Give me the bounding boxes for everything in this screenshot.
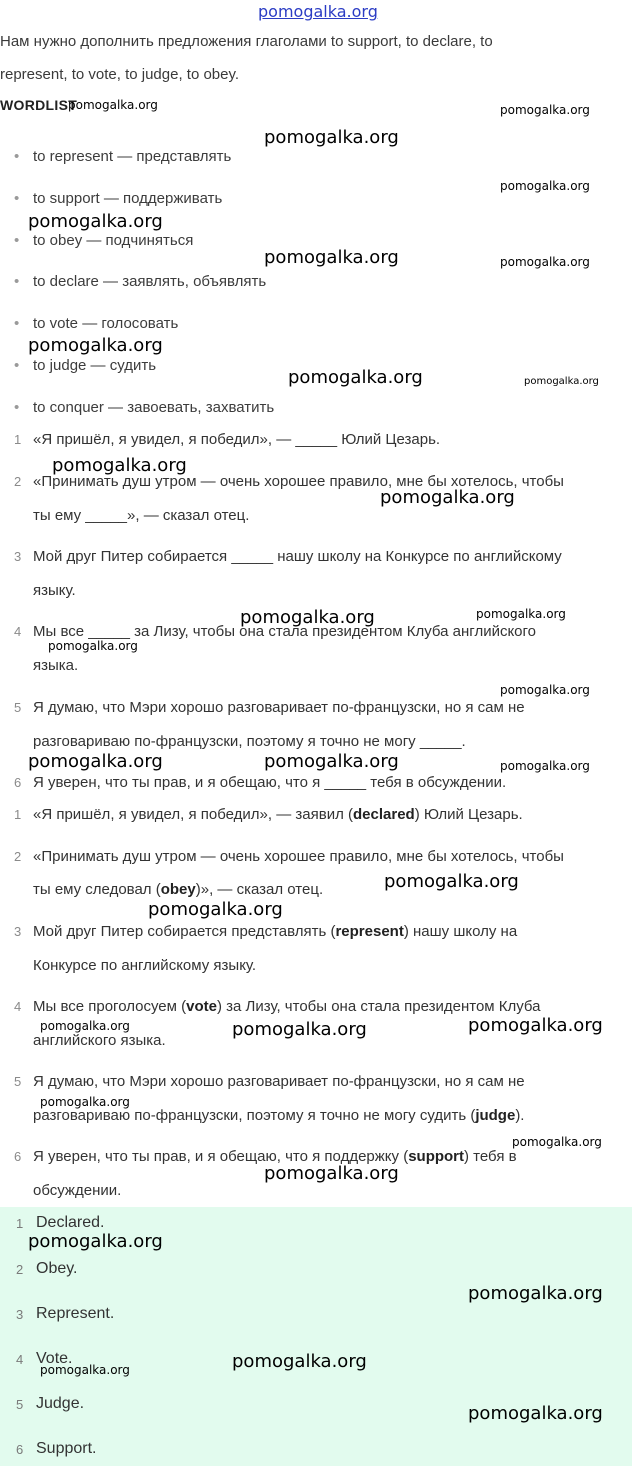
task-3-line-1: Мой друг Питер собирается _____ нашу школу на Конкурсе по английскому bbox=[33, 548, 562, 565]
answer-number: 2 bbox=[16, 1262, 24, 1277]
watermark: pomogalka.org bbox=[380, 487, 515, 508]
task-2-line-2: ты ему _____», — сказал отец. bbox=[33, 507, 250, 524]
bullet-icon: • bbox=[14, 357, 20, 374]
solution-4-line-2: английского языка. bbox=[33, 1032, 166, 1049]
watermark: pomogalka.org bbox=[476, 607, 566, 621]
solution-3-line-2: Конкурсе по английскому языку. bbox=[33, 957, 257, 974]
solution-keyword: represent bbox=[335, 923, 404, 940]
task-number: 2 bbox=[14, 474, 22, 489]
solution-2-line-2: ты ему следовал (obey)», — сказал отец. bbox=[33, 881, 324, 898]
solution-number: 5 bbox=[14, 1074, 22, 1089]
watermark: pomogalka.org bbox=[384, 871, 519, 892]
solution-5-line-1: Я думаю, что Мэри хорошо разговаривает по-французски, но я сам не bbox=[33, 1073, 525, 1090]
watermark: pomogalka.org bbox=[264, 1163, 399, 1184]
watermark: pomogalka.org bbox=[40, 1095, 130, 1109]
bullet-icon: • bbox=[14, 232, 20, 249]
watermark: pomogalka.org bbox=[468, 1403, 603, 1424]
task-3-line-2: языку. bbox=[33, 582, 76, 599]
watermark: pomogalka.org bbox=[288, 367, 423, 388]
watermark: pomogalka.org bbox=[28, 751, 163, 772]
solution-keyword: support bbox=[408, 1148, 465, 1165]
solution-number: 4 bbox=[14, 999, 22, 1014]
solution-keyword: declared bbox=[353, 806, 415, 823]
task-4-line-2: языка. bbox=[33, 657, 79, 674]
solution-5-line-2: разговариваю по-французски, поэтому я точно не могу судить (judge). bbox=[33, 1107, 525, 1124]
solution-3-line-1: Мой друг Питер собирается представлять (represent) нашу школу на bbox=[33, 923, 518, 940]
watermark: pomogalka.org bbox=[500, 179, 590, 193]
answer-number: 5 bbox=[16, 1397, 24, 1412]
site-header-link[interactable]: pomogalka.org bbox=[258, 2, 378, 21]
intro-line-1: Нам нужно дополнить предложения глаголами to support, to declare, to bbox=[0, 33, 493, 50]
answer-number: 6 bbox=[16, 1442, 24, 1457]
wordlist-item: • to vote — голосовать bbox=[14, 315, 179, 332]
task-number: 1 bbox=[14, 432, 22, 447]
solution-number: 3 bbox=[14, 924, 22, 939]
watermark: pomogalka.org bbox=[52, 455, 187, 476]
task-number: 6 bbox=[14, 775, 22, 790]
watermark: pomogalka.org bbox=[68, 98, 158, 112]
wordlist-item: • to declare — заявлять, объявлять bbox=[14, 273, 267, 290]
watermark: pomogalka.org bbox=[500, 683, 590, 697]
answer-text: Represent. bbox=[36, 1305, 115, 1322]
task-5-line-2: разговариваю по-французски, поэтому я точно не могу _____. bbox=[33, 733, 466, 750]
bullet-icon: • bbox=[14, 399, 20, 416]
answer-text: Support. bbox=[36, 1440, 97, 1457]
watermark: pomogalka.org bbox=[28, 335, 163, 356]
watermark: pomogalka.org bbox=[48, 639, 138, 653]
watermark: pomogalka.org bbox=[28, 211, 163, 232]
watermark: pomogalka.org bbox=[264, 127, 399, 148]
task-6-line: Я уверен, что ты прав, и я обещаю, что я _____ тебя в обсуждении. bbox=[33, 774, 507, 791]
solution-2-line-1: «Принимать душ утром — очень хорошее правило, мне бы хотелось, чтобы bbox=[33, 848, 564, 865]
watermark: pomogalka.org bbox=[40, 1363, 130, 1377]
watermark: pomogalka.org bbox=[500, 759, 590, 773]
answer-number: 3 bbox=[16, 1307, 24, 1322]
task-4-line-1: Мы все _____ за Лизу, чтобы она стала президентом Клуба английского bbox=[33, 623, 537, 640]
bullet-icon: • bbox=[14, 315, 20, 332]
solution-number: 1 bbox=[14, 807, 22, 822]
wordlist-item: • to conquer — завоевать, захватить bbox=[14, 399, 275, 416]
solution-6-line-1: Я уверен, что ты прав, и я обещаю, что я поддержку (support) тебя в bbox=[33, 1148, 517, 1165]
watermark: pomogalka.org bbox=[240, 607, 375, 628]
wordlist-item: • to support — поддерживать bbox=[14, 190, 223, 207]
watermark: pomogalka.org bbox=[500, 103, 590, 117]
task-2-line-1: «Принимать душ утром — очень хорошее правило, мне бы хотелось, чтобы bbox=[33, 473, 564, 490]
watermark: pomogalka.org bbox=[512, 1135, 602, 1149]
watermark: pomogalka.org bbox=[500, 255, 590, 269]
answer-text: Obey. bbox=[36, 1260, 78, 1277]
answer-text: Vote. bbox=[36, 1350, 73, 1367]
task-5-line-1: Я думаю, что Мэри хорошо разговаривает по-французски, но я сам не bbox=[33, 699, 525, 716]
answer-number: 1 bbox=[16, 1216, 24, 1231]
watermark: pomogalka.org bbox=[232, 1019, 367, 1040]
solution-keyword: judge bbox=[475, 1107, 516, 1124]
solution-6-line-2: обсуждении. bbox=[33, 1182, 122, 1199]
bullet-icon: • bbox=[14, 148, 20, 165]
task-number: 4 bbox=[14, 624, 22, 639]
watermark: pomogalka.org bbox=[264, 247, 399, 268]
wordlist-item: • to obey — подчиняться bbox=[14, 232, 194, 249]
bullet-icon: • bbox=[14, 273, 20, 290]
watermark: pomogalka.org bbox=[264, 751, 399, 772]
watermark: pomogalka.org bbox=[232, 1351, 367, 1372]
wordlist-item: • to judge — судить bbox=[14, 357, 157, 374]
solution-1-line: «Я пришёл, я увидел, я победил», — заявил (declared) Юлий Цезарь. bbox=[33, 806, 523, 823]
answer-text: Declared. bbox=[36, 1214, 105, 1231]
watermark: pomogalka.org bbox=[468, 1283, 603, 1304]
task-number: 3 bbox=[14, 549, 22, 564]
watermark: pomogalka.org bbox=[40, 1019, 130, 1033]
watermark: pomogalka.org bbox=[468, 1015, 603, 1036]
wordlist-item: • to represent — представлять bbox=[14, 148, 232, 165]
intro-line-2: represent, to vote, to judge, to obey. bbox=[0, 66, 240, 83]
answer-text: Judge. bbox=[36, 1395, 85, 1412]
bullet-icon: • bbox=[14, 190, 20, 207]
solution-keyword: vote bbox=[186, 998, 217, 1015]
solution-4-line-1: Мы все проголосуем (vote) за Лизу, чтобы она стала президентом Клуба bbox=[33, 998, 541, 1015]
task-number: 5 bbox=[14, 700, 22, 715]
solution-number: 6 bbox=[14, 1149, 22, 1164]
wordlist-title: WORDLIST bbox=[0, 97, 78, 113]
solution-keyword: obey bbox=[160, 881, 196, 898]
watermark: pomogalka.org bbox=[524, 376, 599, 387]
watermark: pomogalka.org bbox=[28, 1231, 163, 1252]
task-1-line: «Я пришёл, я увидел, я победил», — _____ Юлий Цезарь. bbox=[33, 431, 441, 448]
solution-number: 2 bbox=[14, 849, 22, 864]
watermark: pomogalka.org bbox=[148, 899, 283, 920]
answer-number: 4 bbox=[16, 1352, 24, 1367]
